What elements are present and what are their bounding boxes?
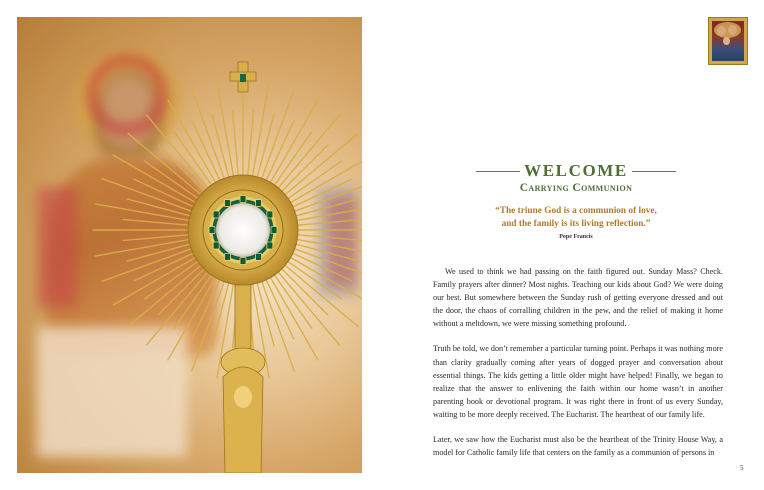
monstrance-ray [113, 258, 195, 306]
monstrance-ray [248, 110, 254, 175]
emerald-gem [213, 242, 219, 249]
quote-line-1: “The triune God is a communion of love, [495, 206, 657, 216]
monstrance-ray [123, 220, 188, 226]
monstrance-ray [233, 110, 239, 175]
emerald-gem [256, 200, 262, 207]
holy-family-icon [708, 17, 748, 65]
monstrance-ray [168, 278, 216, 360]
quote-line-2: and the family is its living reflection.” [501, 218, 651, 229]
paragraph: Truth be told, we don’t remember a particular turning point. Perhaps it was nothing more than clarity gradually coming after years of dogged prayer and conversation about essential things. The kids getting a little older might have helped! Finally, we began to realize that the answer to enlivening the faith within our home wasn’t in another parenting book or devotional program. It was right there in front of us every Sunday, waiting to be more deeply received. The Eucharist. The heartbeat of our family life. [433, 344, 723, 419]
emerald-gem [209, 227, 215, 234]
monstrance-ray [128, 265, 201, 326]
monstrance-photo [17, 17, 362, 473]
monstrance-ray [285, 134, 358, 195]
monstrance-ray [123, 235, 188, 241]
monstrance-ray [147, 115, 208, 188]
emerald-gem [267, 211, 273, 218]
body-text [433, 265, 723, 471]
heading-rule-right [632, 171, 676, 172]
monstrance-ray [262, 89, 294, 178]
monstrance-ray [262, 282, 294, 371]
emerald-gem [225, 200, 231, 207]
monstrance-ray [128, 134, 201, 195]
monstrance-ray [102, 179, 191, 211]
epigraph-quote [466, 205, 686, 230]
page-title: WELCOME [524, 161, 628, 180]
emerald-gem [240, 196, 246, 203]
emerald-gem [240, 258, 246, 265]
monstrance-ray [278, 272, 339, 345]
heading-row [476, 160, 676, 182]
page-number: 5 [740, 464, 744, 472]
quote-attribution: Pope Francis [559, 234, 593, 240]
heading-rule-left [476, 171, 520, 172]
emerald-gem [256, 253, 262, 260]
monstrance-ray [278, 115, 339, 188]
monstrance-ray [192, 282, 224, 371]
monstrance-ray [271, 100, 319, 182]
monstrance-ray [192, 89, 224, 178]
monstrance-ray [113, 155, 195, 203]
emerald-gem [225, 253, 231, 260]
emerald-gem [271, 227, 277, 234]
monstrance-illustration [17, 17, 362, 473]
monstrance-ray [298, 220, 362, 226]
monstrance-ray [168, 100, 216, 182]
paragraph: Later, we saw how the Eucharist must also be the heartbeat of the Trinity House Way, a model for Catholic family life that centers on the family as a communion of persons in [433, 435, 723, 458]
emerald-gem [213, 211, 219, 218]
paragraph: We used to think we had passing on the faith figured out. Sunday Mass? Check. Family prayers after dinner? Most nights. Teaching our kids about God? We were doing our best. But somewhere between the Sunday rush of getting everyone dressed and out the door, the chaos of corralling children in the pew, and the relief of making it home without a meltdown, we were missing something profound. [433, 267, 723, 329]
monstrance-ray [271, 278, 319, 360]
emerald-gem [267, 242, 273, 249]
page-subtitle: Carrying Communion [519, 182, 633, 194]
monstrance-ray [147, 272, 208, 345]
monstrance-ray [285, 265, 358, 326]
monstrance-ray [298, 235, 362, 241]
monstrance-ray [102, 249, 191, 281]
